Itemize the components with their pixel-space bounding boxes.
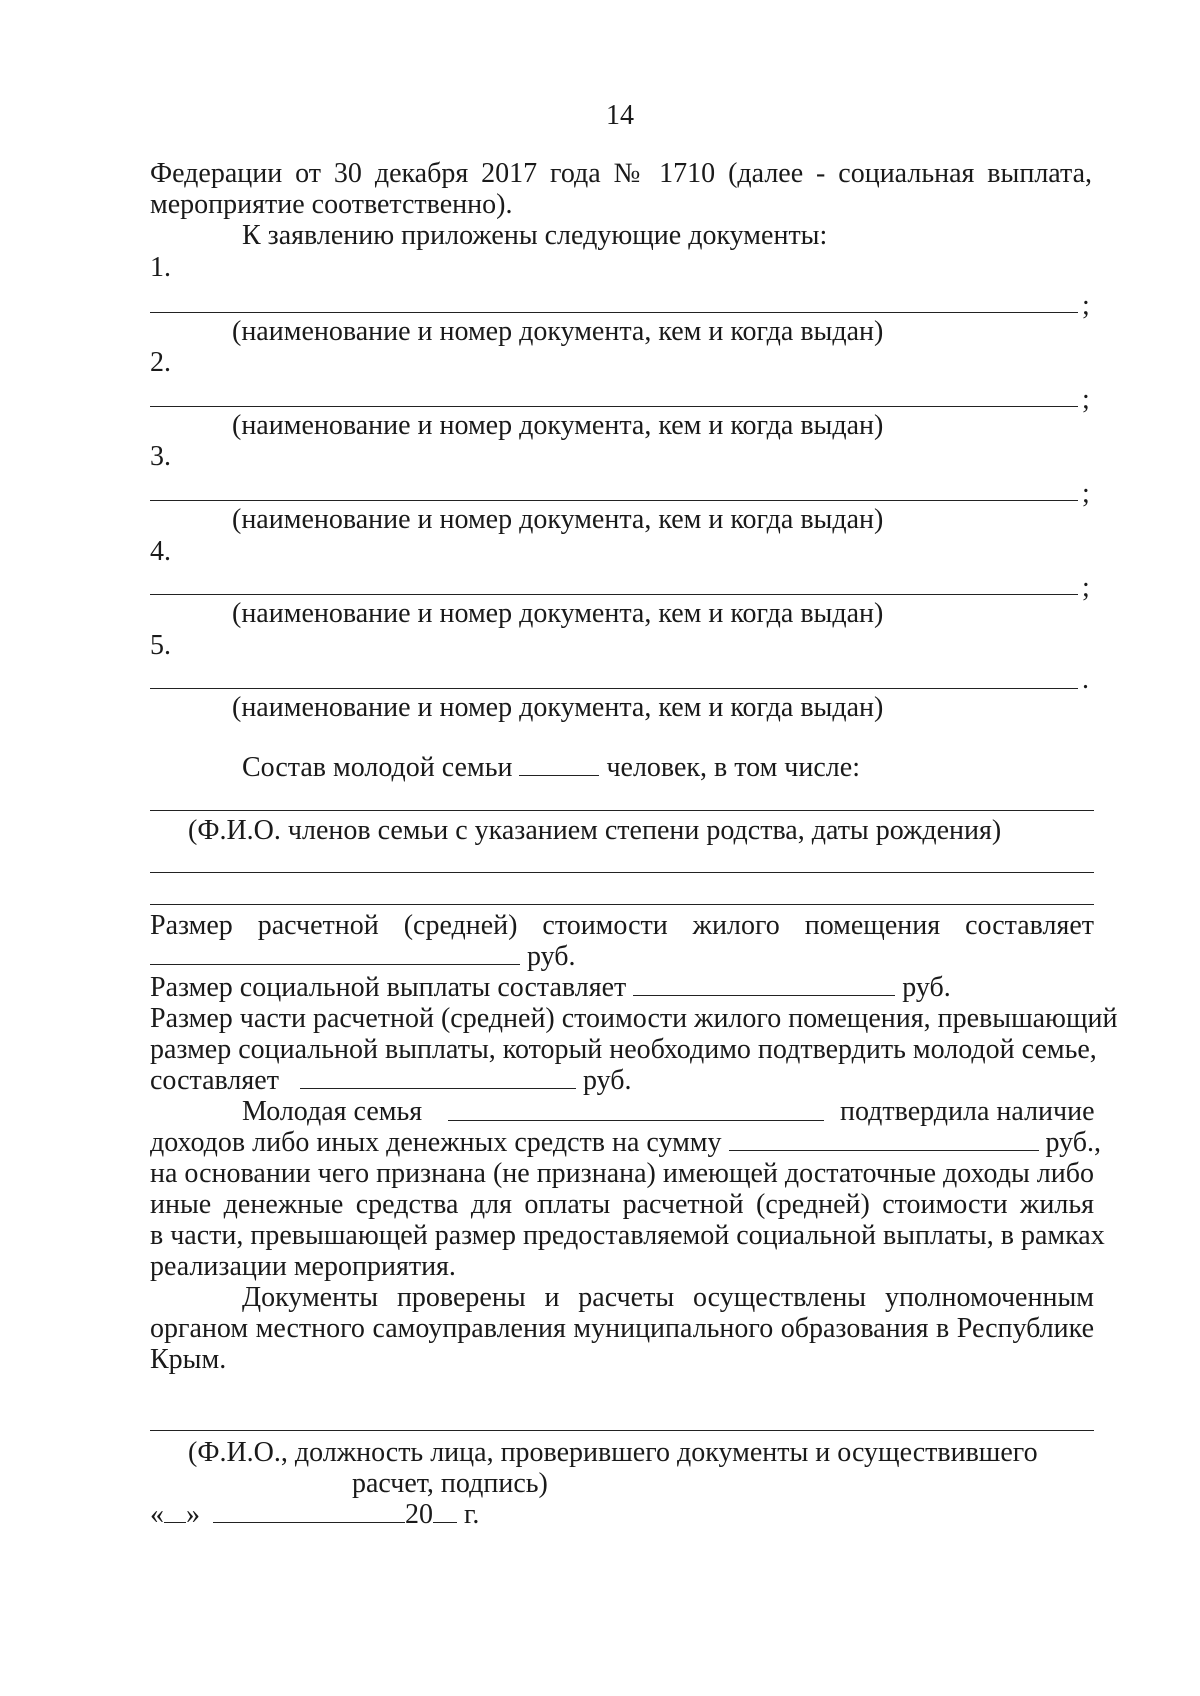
excess-value-line: [150, 1065, 631, 1096]
excess-rub: руб.: [582, 1065, 632, 1096]
document-2-end-mark: ;: [1082, 384, 1090, 415]
cost-rub: руб.: [527, 941, 576, 972]
family-name-blank[interactable]: [448, 1098, 824, 1121]
confirmation-line-3: на основании чего признана (не признана) имеющей достаточные доходы либо: [150, 1158, 1094, 1189]
signature-caption-line-1: (Ф.И.О., должность лица, проверившего документы и осуществившего: [188, 1437, 1038, 1468]
document-5-caption: (наименование и номер документа, кем и когда выдан): [232, 692, 884, 723]
document-5-end-mark: .: [1082, 664, 1089, 695]
document-3-end-mark: ;: [1082, 478, 1090, 509]
verification-line-3: Крым.: [150, 1344, 227, 1375]
family-members-blank-line-2[interactable]: [150, 872, 1094, 873]
document-4-number: 4.: [150, 536, 171, 567]
cost-value-line: [150, 941, 576, 972]
year-prefix: 20: [405, 1499, 433, 1530]
excess-line-1: Размер части расчетной (средней) стоимости жилого помещения, превышающий: [150, 1003, 1118, 1034]
document-3-number: 3.: [150, 441, 171, 472]
payment-blank[interactable]: [633, 973, 895, 996]
document-5-number: 5.: [150, 630, 171, 661]
payment-label: Размер социальной выплаты составляет: [150, 972, 627, 1003]
document-2-number: 2.: [150, 347, 171, 378]
document-1-number: 1.: [150, 252, 171, 283]
confirmation-line-5: в части, превышающей размер предоставляемой социальной выплаты, в рамках: [150, 1220, 1105, 1251]
income-line: [150, 1127, 1101, 1158]
document-4-blank-line[interactable]: [150, 594, 1078, 595]
year-blank[interactable]: [433, 1500, 457, 1523]
document-5-blank-line[interactable]: [150, 688, 1078, 689]
verification-line-1: Документы проверены и расчеты осуществлены уполномоченным: [242, 1282, 1094, 1313]
intro-line-2: мероприятие соответственно).: [150, 189, 513, 220]
month-blank[interactable]: [213, 1500, 405, 1523]
intro-line-1: Федерации от 30 декабря 2017 года № 1710 (далее - социальная выплата,: [150, 158, 1092, 189]
confirmation-suffix: подтвердила наличие: [840, 1096, 1095, 1127]
payment-line: [150, 972, 951, 1003]
family-members-caption: (Ф.И.О. членов семьи с указанием степени родства, даты рождения): [188, 815, 1002, 846]
family-composition-prefix: Состав молодой семьи: [242, 752, 513, 783]
verification-line-2: органом местного самоуправления муниципального образования в Республике: [150, 1313, 1094, 1344]
signature-caption-line-2: расчет, подпись): [352, 1468, 548, 1499]
day-blank[interactable]: [164, 1500, 186, 1523]
cost-value-blank[interactable]: [150, 942, 520, 965]
page-number: 14: [606, 100, 634, 131]
document-2-caption: (наименование и номер документа, кем и когда выдан): [232, 410, 884, 441]
confirmation-prefix: Молодая семья: [242, 1096, 423, 1127]
quote-open: «: [150, 1499, 164, 1530]
document-1-caption: (наименование и номер документа, кем и когда выдан): [232, 316, 884, 347]
cost-line-1: Размер расчетной (средней) стоимости жилого помещения составляет: [150, 910, 1094, 941]
family-size-blank[interactable]: [519, 753, 599, 776]
payment-rub: руб.: [902, 972, 951, 1003]
family-composition-suffix: человек, в том числе:: [606, 752, 860, 783]
family-members-blank-line-3[interactable]: [150, 904, 1094, 905]
family-members-blank-line-1[interactable]: [150, 810, 1094, 811]
document-4-caption: (наименование и номер документа, кем и когда выдан): [232, 598, 884, 629]
excess-blank[interactable]: [300, 1066, 576, 1089]
document-1-blank-line[interactable]: [150, 312, 1078, 313]
excess-line-2: размер социальной выплаты, который необходимо подтвердить молодой семье,: [150, 1034, 1097, 1065]
year-suffix: г.: [464, 1499, 480, 1530]
quote-close: »: [186, 1499, 200, 1530]
document-4-end-mark: ;: [1082, 572, 1090, 603]
date-line: [150, 1499, 479, 1530]
signature-blank-line[interactable]: [150, 1430, 1094, 1431]
document-3-blank-line[interactable]: [150, 500, 1078, 501]
document-1-end-mark: ;: [1082, 290, 1090, 321]
document-2-blank-line[interactable]: [150, 406, 1078, 407]
family-composition-line: [242, 752, 860, 783]
confirmation-line-6: реализации мероприятия.: [150, 1251, 456, 1282]
attached-documents-heading: К заявлению приложены следующие документы:: [242, 220, 828, 251]
excess-label: составляет: [150, 1065, 279, 1096]
income-prefix: доходов либо иных денежных средств на сумму: [150, 1127, 722, 1158]
confirmation-line-4: иные денежные средства для оплаты расчетной (средней) стоимости жилья: [150, 1189, 1094, 1220]
income-amount-blank[interactable]: [729, 1128, 1039, 1151]
income-rub: руб.,: [1045, 1127, 1102, 1158]
document-3-caption: (наименование и номер документа, кем и когда выдан): [232, 504, 884, 535]
